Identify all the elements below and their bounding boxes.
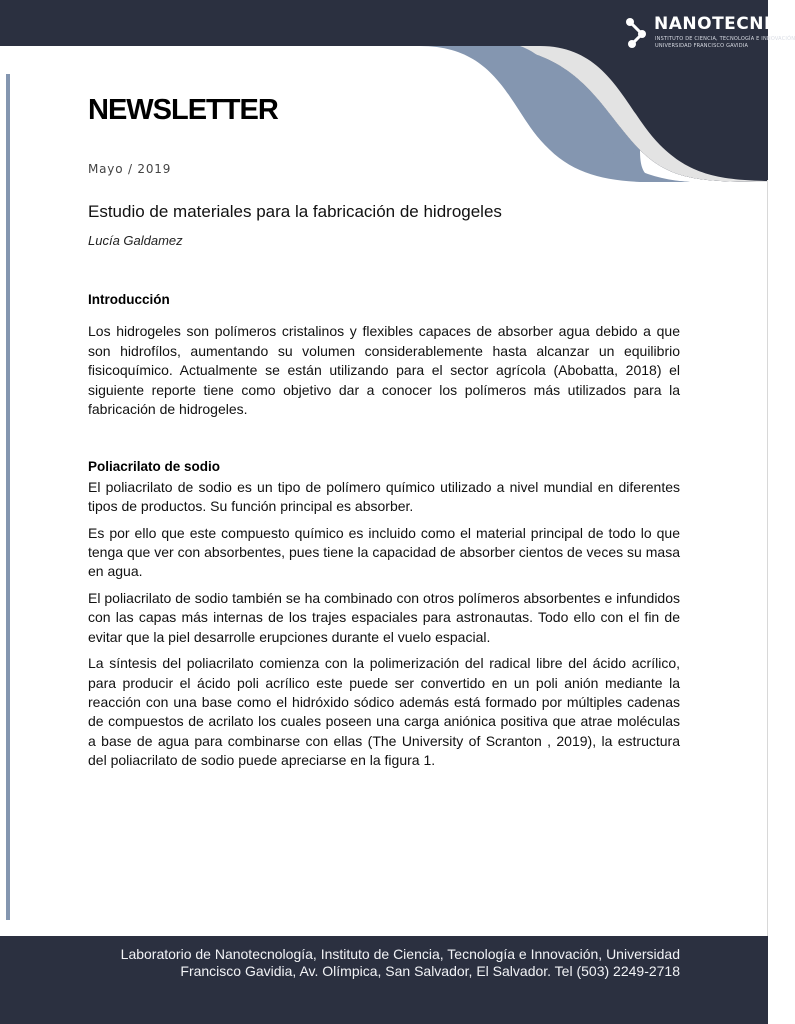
footer-bar: [0, 936, 768, 1024]
body-paragraph: Es por ello que este compuesto químico es incluido como el material principal de todo lo que tenga que ver con absorbentes, pues tiene la capacidad de absorber cientos de veces su masa en agua.: [88, 524, 680, 580]
logo-brand-name: NANOTECNIA: [654, 14, 785, 34]
footer-line-1: Laboratorio de Nanotecnología, Instituto de Ciencia, Tecnología e Innovación, Universidad: [120, 946, 680, 962]
footer-line-2: Francisco Gavidia, Av. Olímpica, San Salvador, El Salvador. Tel (503) 2249-2718: [180, 963, 680, 979]
article-title: Estudio de materiales para la fabricación de hidrogeles: [88, 202, 502, 221]
footer-address: [80, 946, 680, 980]
issue-date: Mayo / 2019: [88, 162, 172, 176]
intro-heading: Introducción: [88, 292, 170, 307]
nanotecnia-logo: [624, 14, 795, 50]
article-body: [88, 290, 680, 771]
page-title: NEWSLETTER: [88, 94, 278, 126]
section-heading-poliacrilato: Poliacrilato de sodio: [88, 459, 221, 475]
body-paragraph: El poliacrilato de sodio también se ha combinado con otros polímeros absorbentes e infundidos con las capas más internas de los trajes espaciales para astronautas. Todo ello con el fin de evitar que la piel desarrolle erupciones durante el vuelo espacial.: [88, 589, 680, 645]
left-accent-line: [6, 74, 10, 920]
article-author: Lucía Galdamez: [88, 233, 183, 248]
body-paragraph: La síntesis del poliacrilato comienza con la polimerización del radical libre del ácido acrílico, para producir el ácido poli acrílico este puede ser convertido en un poli anión mediante la reacción con una base como el hidróxido sódico además está formado por múltiples cadenas de compuestos de acrilato los cuales poseen una carga aniónica positiva que atrae moléculas a base de agua para combinarse con ellas (The University of Scranton , 2019), la estructura del poliacrilato de sodio puede apreciarse en la figura 1.: [88, 655, 680, 769]
molecule-icon: [624, 16, 650, 50]
body-paragraph: El poliacrilato de sodio es un tipo de polímero químico utilizado a nivel mundial en diferentes tipos de productos. Su función principal es absorber.: [88, 478, 680, 515]
logo-subtitle-line1: INSTITUTO DE CIENCIA, TECNOLOGÍA E INNOVACIÓN: [655, 36, 795, 42]
intro-paragraph: Los hidrogeles son polímeros cristalinos y flexibles capaces de absorber agua debido a que son hidrofílos, aumentando su volumen considerablemente hasta alcanzar un equilibrio fisicoquímico. Actualmente se están utilizando para el sector agrícola (Abobatta, 2018) el siguiente reporte tiene como objetivo dar a conocer los polímeros más utilizados para la fabricación de hidrogeles.: [88, 323, 680, 418]
right-page-border: [767, 180, 768, 936]
logo-subtitle-line2: UNIVERSIDAD FRANCISCO GAVIDIA: [655, 43, 749, 49]
